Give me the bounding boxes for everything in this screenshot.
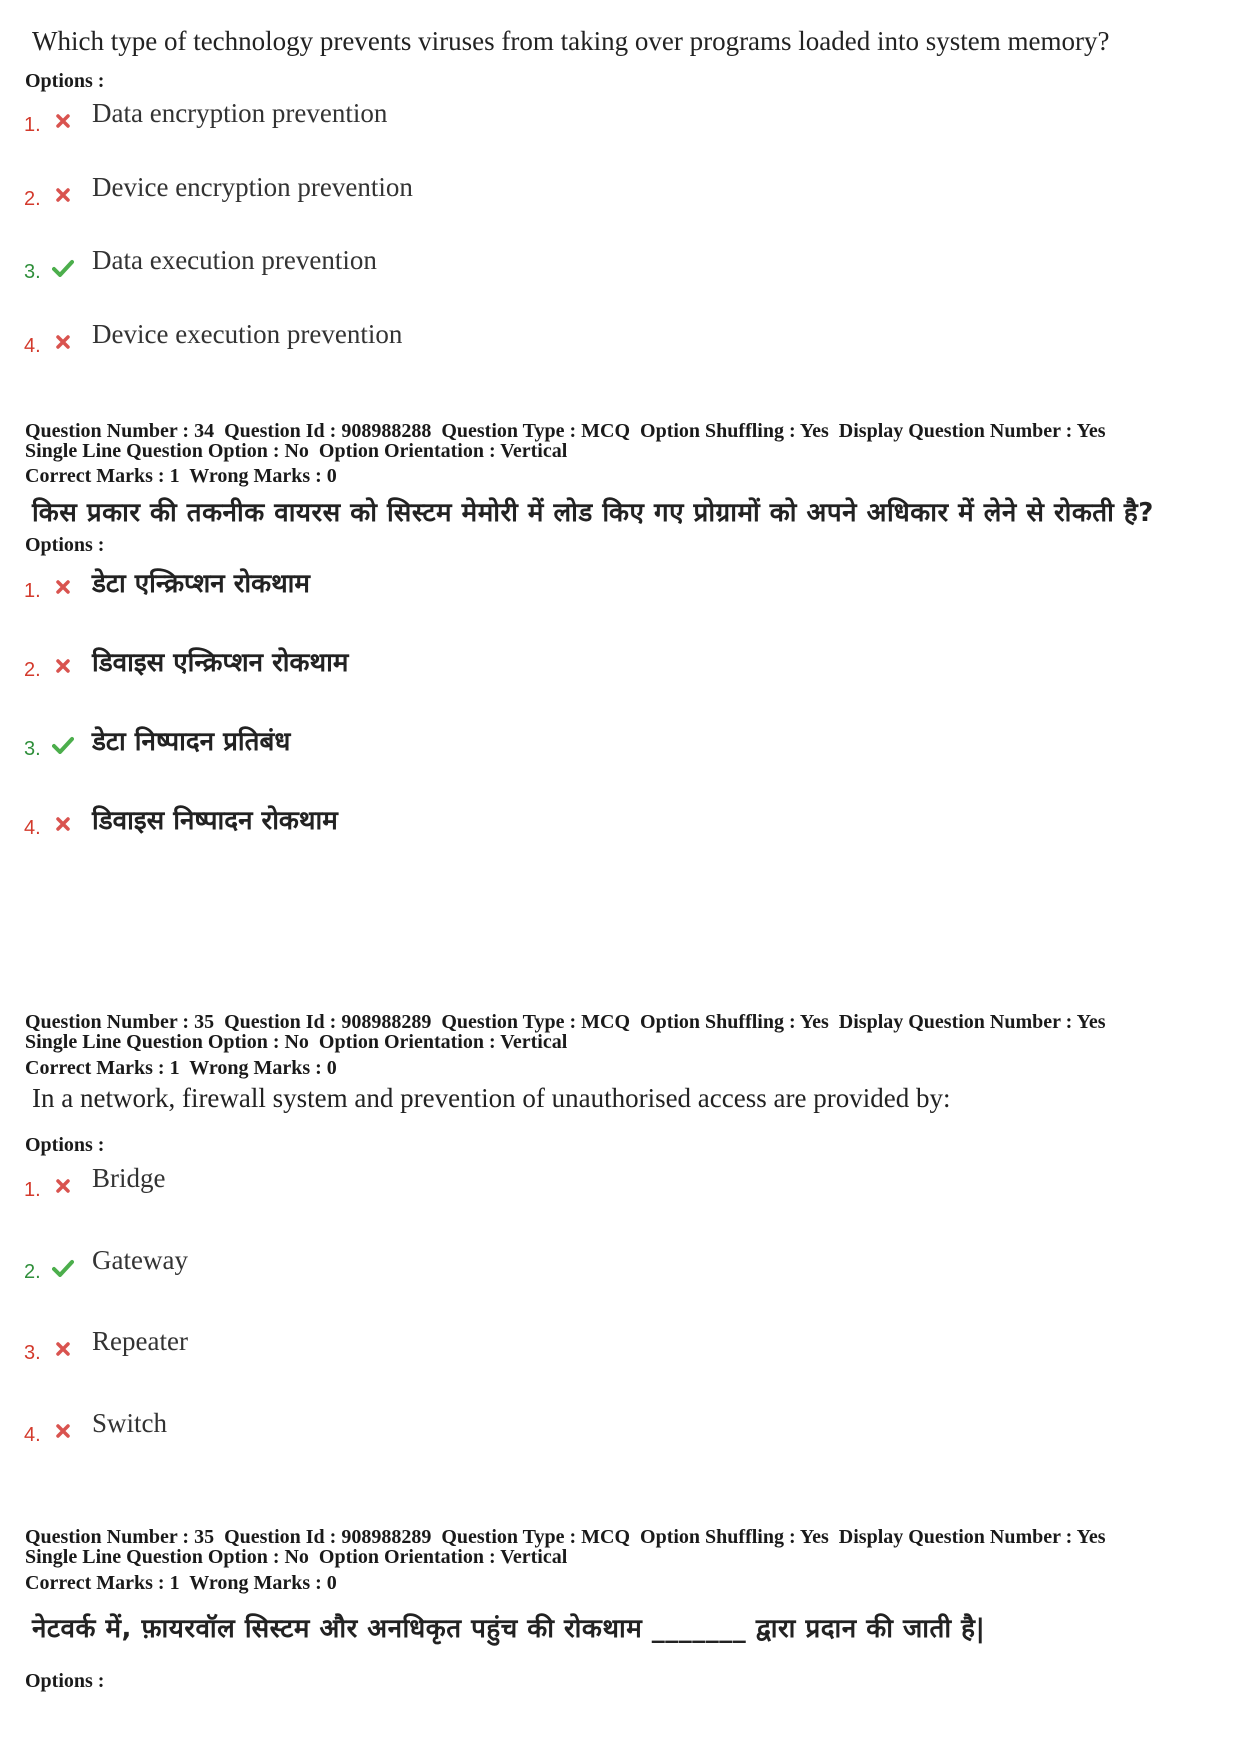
option-number: 1. xyxy=(24,580,41,602)
question-meta: Single Line Question Option : No Option Orientation : Vertical xyxy=(25,1031,568,1053)
options-label: Options : xyxy=(25,534,105,556)
option-text: Gateway xyxy=(92,1245,188,1275)
option-text: Repeater xyxy=(92,1326,188,1356)
question-meta: Single Line Question Option : No Option Orientation : Vertical xyxy=(25,440,568,462)
options-label: Options : xyxy=(25,1134,105,1156)
option-text: डिवाइस एन्क्रिप्शन रोकथाम xyxy=(92,648,349,678)
question-text: In a network, firewall system and prevention of unauthorised access are provided by: xyxy=(32,1083,951,1113)
option-number: 4. xyxy=(24,1424,41,1446)
question-marks: Correct Marks : 1 Wrong Marks : 0 xyxy=(25,1057,337,1079)
cross-icon xyxy=(52,1175,74,1197)
option-number: 1. xyxy=(24,114,41,136)
question-meta: Single Line Question Option : No Option Orientation : Vertical xyxy=(25,1546,568,1568)
option-number: 2. xyxy=(24,1261,41,1283)
question-text: किस प्रकार की तकनीक वायरस को सिस्टम मेमोरी में लोड किए गए प्रोग्रामों को अपने अधिकार में लेने से रोकती है? xyxy=(32,498,1154,528)
option-number: 2. xyxy=(24,659,41,681)
question-marks: Correct Marks : 1 Wrong Marks : 0 xyxy=(25,1572,337,1594)
option-text: Device execution prevention xyxy=(92,319,403,349)
option-number: 1. xyxy=(24,1179,41,1201)
cross-icon xyxy=(52,110,74,132)
option-number: 3. xyxy=(24,738,41,760)
option-text: डेटा एन्क्रिप्शन रोकथाम xyxy=(92,569,310,599)
option-number: 3. xyxy=(24,261,41,283)
option-text: Data execution prevention xyxy=(92,245,377,275)
options-label: Options : xyxy=(25,70,105,92)
cross-icon xyxy=(52,1420,74,1442)
cross-icon xyxy=(52,184,74,206)
check-icon xyxy=(52,1257,74,1279)
cross-icon xyxy=(52,331,74,353)
question-text: Which type of technology prevents viruses from taking over programs loaded into system memory? xyxy=(32,26,1110,56)
option-text: डेटा निष्पादन प्रतिबंध xyxy=(92,727,291,757)
cross-icon xyxy=(52,655,74,677)
option-text: डिवाइस निष्पादन रोकथाम xyxy=(92,806,338,836)
option-text: Switch xyxy=(92,1408,168,1438)
question-marks: Correct Marks : 1 Wrong Marks : 0 xyxy=(25,465,337,487)
question-meta: Question Number : 35 Question Id : 908988289 Question Type : MCQ Option Shuffling : Yes Display Question Number : Yes xyxy=(25,1011,1106,1033)
question-text: नेटवर्क में, फ़ायरवॉल सिस्टम और अनधिकृत पहुंच की रोकथाम _______ द्वारा प्रदान की जाती है| xyxy=(32,1614,986,1644)
check-icon xyxy=(52,734,74,756)
option-number: 4. xyxy=(24,335,41,357)
option-number: 2. xyxy=(24,188,41,210)
cross-icon xyxy=(52,576,74,598)
question-meta: Question Number : 34 Question Id : 908988288 Question Type : MCQ Option Shuffling : Yes Display Question Number : Yes xyxy=(25,420,1106,442)
option-text: Bridge xyxy=(92,1163,166,1193)
cross-icon xyxy=(52,1338,74,1360)
question-meta: Question Number : 35 Question Id : 908988289 Question Type : MCQ Option Shuffling : Yes Display Question Number : Yes xyxy=(25,1526,1106,1548)
option-number: 3. xyxy=(24,1342,41,1364)
options-label: Options : xyxy=(25,1670,105,1692)
cross-icon xyxy=(52,813,74,835)
check-icon xyxy=(52,257,74,279)
option-text: Device encryption prevention xyxy=(92,172,413,202)
option-number: 4. xyxy=(24,817,41,839)
option-text: Data encryption prevention xyxy=(92,98,388,128)
